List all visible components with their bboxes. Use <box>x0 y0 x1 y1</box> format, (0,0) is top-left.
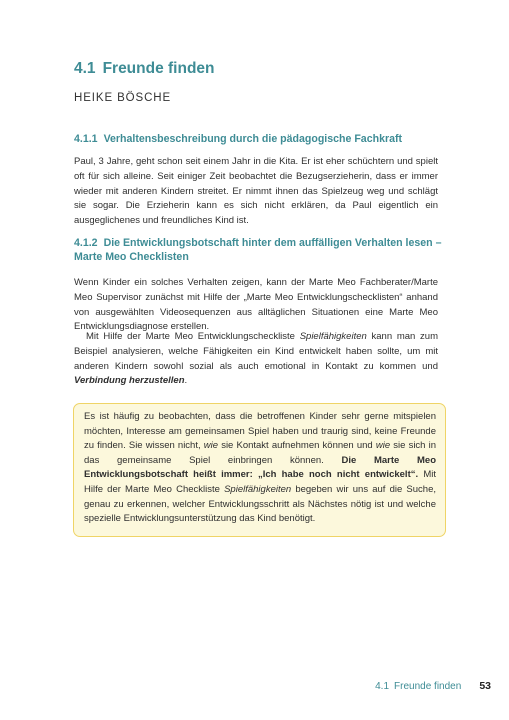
callout-emphasis-wie-1: wie <box>203 440 219 452</box>
subsection-heading-2 <box>74 236 444 264</box>
paragraph-3-text-b: kann man zum Beispiel analysieren, welche Fähigkeiten ein Kind entwickelt haben sollte, um mit anderen Kindern sowohl sozial als auch emotional in Kontakt zu kommen und <box>74 331 438 372</box>
callout-text-4: Mit Hilfe der Marte Meo Checkliste <box>84 469 436 495</box>
callout-emphasis-wie-2: wie <box>375 440 391 452</box>
subsection-title-1: Verhaltensbeschreibung durch die pädagogische Fachkraft <box>103 133 403 145</box>
checklist-name-emphasis: Spielfähigkeiten <box>299 331 367 342</box>
section-heading <box>74 60 215 78</box>
subsection-number-1: 4.1.1 <box>74 133 98 145</box>
author-name: HEIKE BÖSCHE <box>74 92 172 104</box>
callout-text-3: sie sich in das gemeinsame Spiel einbringen können. <box>84 440 436 466</box>
subsection-title-2: Die Entwicklungsbotschaft hinter dem auffälligen Verhalten lesen – Marte Meo Checklisten <box>74 237 442 263</box>
subsection-number-2: 4.1.2 <box>74 237 98 249</box>
body-paragraph-1: Paul, 3 Jahre, geht schon seit einem Jahr in die Kita. Er ist eher schüchtern und spielt oft für sich alleine. Seit einiger Zeit beobachtet die Bezugserzieherin, dass er immer wieder mit anderen Kindern streitet. Er nimmt ihnen das Spielzeug weg und schlägt sie sogar. Die Erzieherin kann es sich nicht erklären, da Paul eigentlich ein ausgeglichenes und freundliches Kind ist. <box>74 156 438 227</box>
paragraph-3-text-a: Mit Hilfe der Marte Meo Entwicklungscheckliste <box>86 331 300 342</box>
subsection-heading-1 <box>74 132 444 146</box>
section-number: 4.1 <box>74 60 96 77</box>
callout-text-1: Es ist häufig zu beobachten, dass die betroffenen Kinder sehr gerne mitspielen möchten, Interesse am gemeinsamen Spiel haben und traurig sind, keine Freunde zu finden. Sie wissen nicht, <box>84 411 436 452</box>
page-footer <box>375 680 491 692</box>
paragraph-3-end: . <box>184 375 188 387</box>
callout-box <box>73 403 446 537</box>
page-number: 53 <box>479 680 491 692</box>
callout-key-message: Die Marte Meo Entwicklungsbotschaft heißt immer: „Ich habe noch nicht entwickelt“. <box>84 454 436 481</box>
footer-section-title: Freunde finden <box>394 681 462 692</box>
body-paragraph-2: Wenn Kinder ein solches Verhalten zeigen, kann der Marte Meo Fachberater/Marte Meo Supervisor zunächst mit Hilfe der „Marte Meo Entwicklungschecklisten“ anhand von ausgewählten Videosequenzen aus alltäglichen Situationen eine Marte Meo Entwicklungsdiagnose erstellen. <box>74 277 438 333</box>
section-title: Freunde finden <box>102 60 215 77</box>
connection-emphasis: Verbindung herzustellen <box>74 375 185 387</box>
footer-section-number: 4.1 <box>375 681 390 692</box>
callout-text-2: sie Kontakt aufnehmen können und <box>218 440 376 452</box>
callout-checklist-emphasis: Spielfähigkeiten <box>224 483 292 495</box>
callout-text-5: begeben wir uns auf die Suche, genau zu erkennen, welcher Entwicklungsschritt als Nächstes nötig ist und welche spezielle Entwicklungsunterstützung das Kind benötigt. <box>84 483 436 525</box>
body-paragraph-3 <box>74 330 438 389</box>
